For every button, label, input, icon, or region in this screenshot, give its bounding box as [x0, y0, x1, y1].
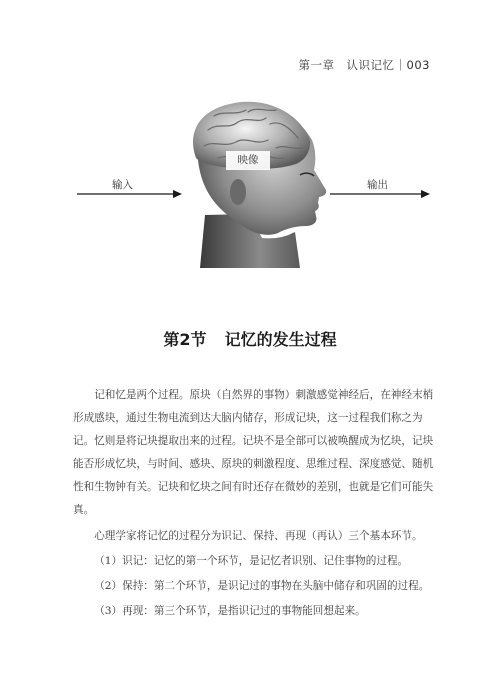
running-header: 第一章 认识记忆｜003: [298, 58, 430, 72]
ear-shape: [230, 179, 246, 205]
section-title-text: 记忆的发生过程: [224, 330, 337, 349]
head-illustration: [0, 0, 500, 290]
output-arrow-head: [421, 190, 430, 198]
section-number: 第2节: [163, 330, 207, 349]
paragraph-intro: 记和忆是两个过程。原块（自然界的事物）刺激感觉神经后，在神经末梢形成感块，通过生物电流到达大脑内储存，形成记块，这一过程我们称之为记。忆则是将记块提取出来的过程。记块不是全部可以被唤醒成为忆块，记块能否形成忆块，与时间、感块、原块的刺激程度、思维过程、深度感觉、随机性和生物钟有关。记块和忆块之间有时还存在微妙的差别，也就是它们可能失真。: [73, 389, 434, 517]
image-label: 映像: [226, 151, 270, 170]
paragraph-item-2: （2）保持：第二个环节，是识记过的事物在头脑中储存和巩固的过程。: [94, 579, 430, 592]
paragraph-item-3: （3）再现：第三个环节，是指识记过的事物能回想起来。: [94, 604, 366, 617]
input-label: 输入: [112, 179, 133, 191]
output-label: 输出: [367, 179, 388, 191]
memory-diagram: [0, 0, 500, 290]
section-title: [0, 327, 500, 350]
paragraph-stages: 心理学家将记忆的过程分为识记、保持、再现（再认）三个基本环节。: [94, 529, 423, 542]
input-arrow-head: [173, 190, 182, 198]
paragraph-item-1: （1）识记：记忆的第一个环节，是记忆者识别、记住事物的过程。: [94, 554, 409, 567]
body-text: [73, 384, 435, 623]
